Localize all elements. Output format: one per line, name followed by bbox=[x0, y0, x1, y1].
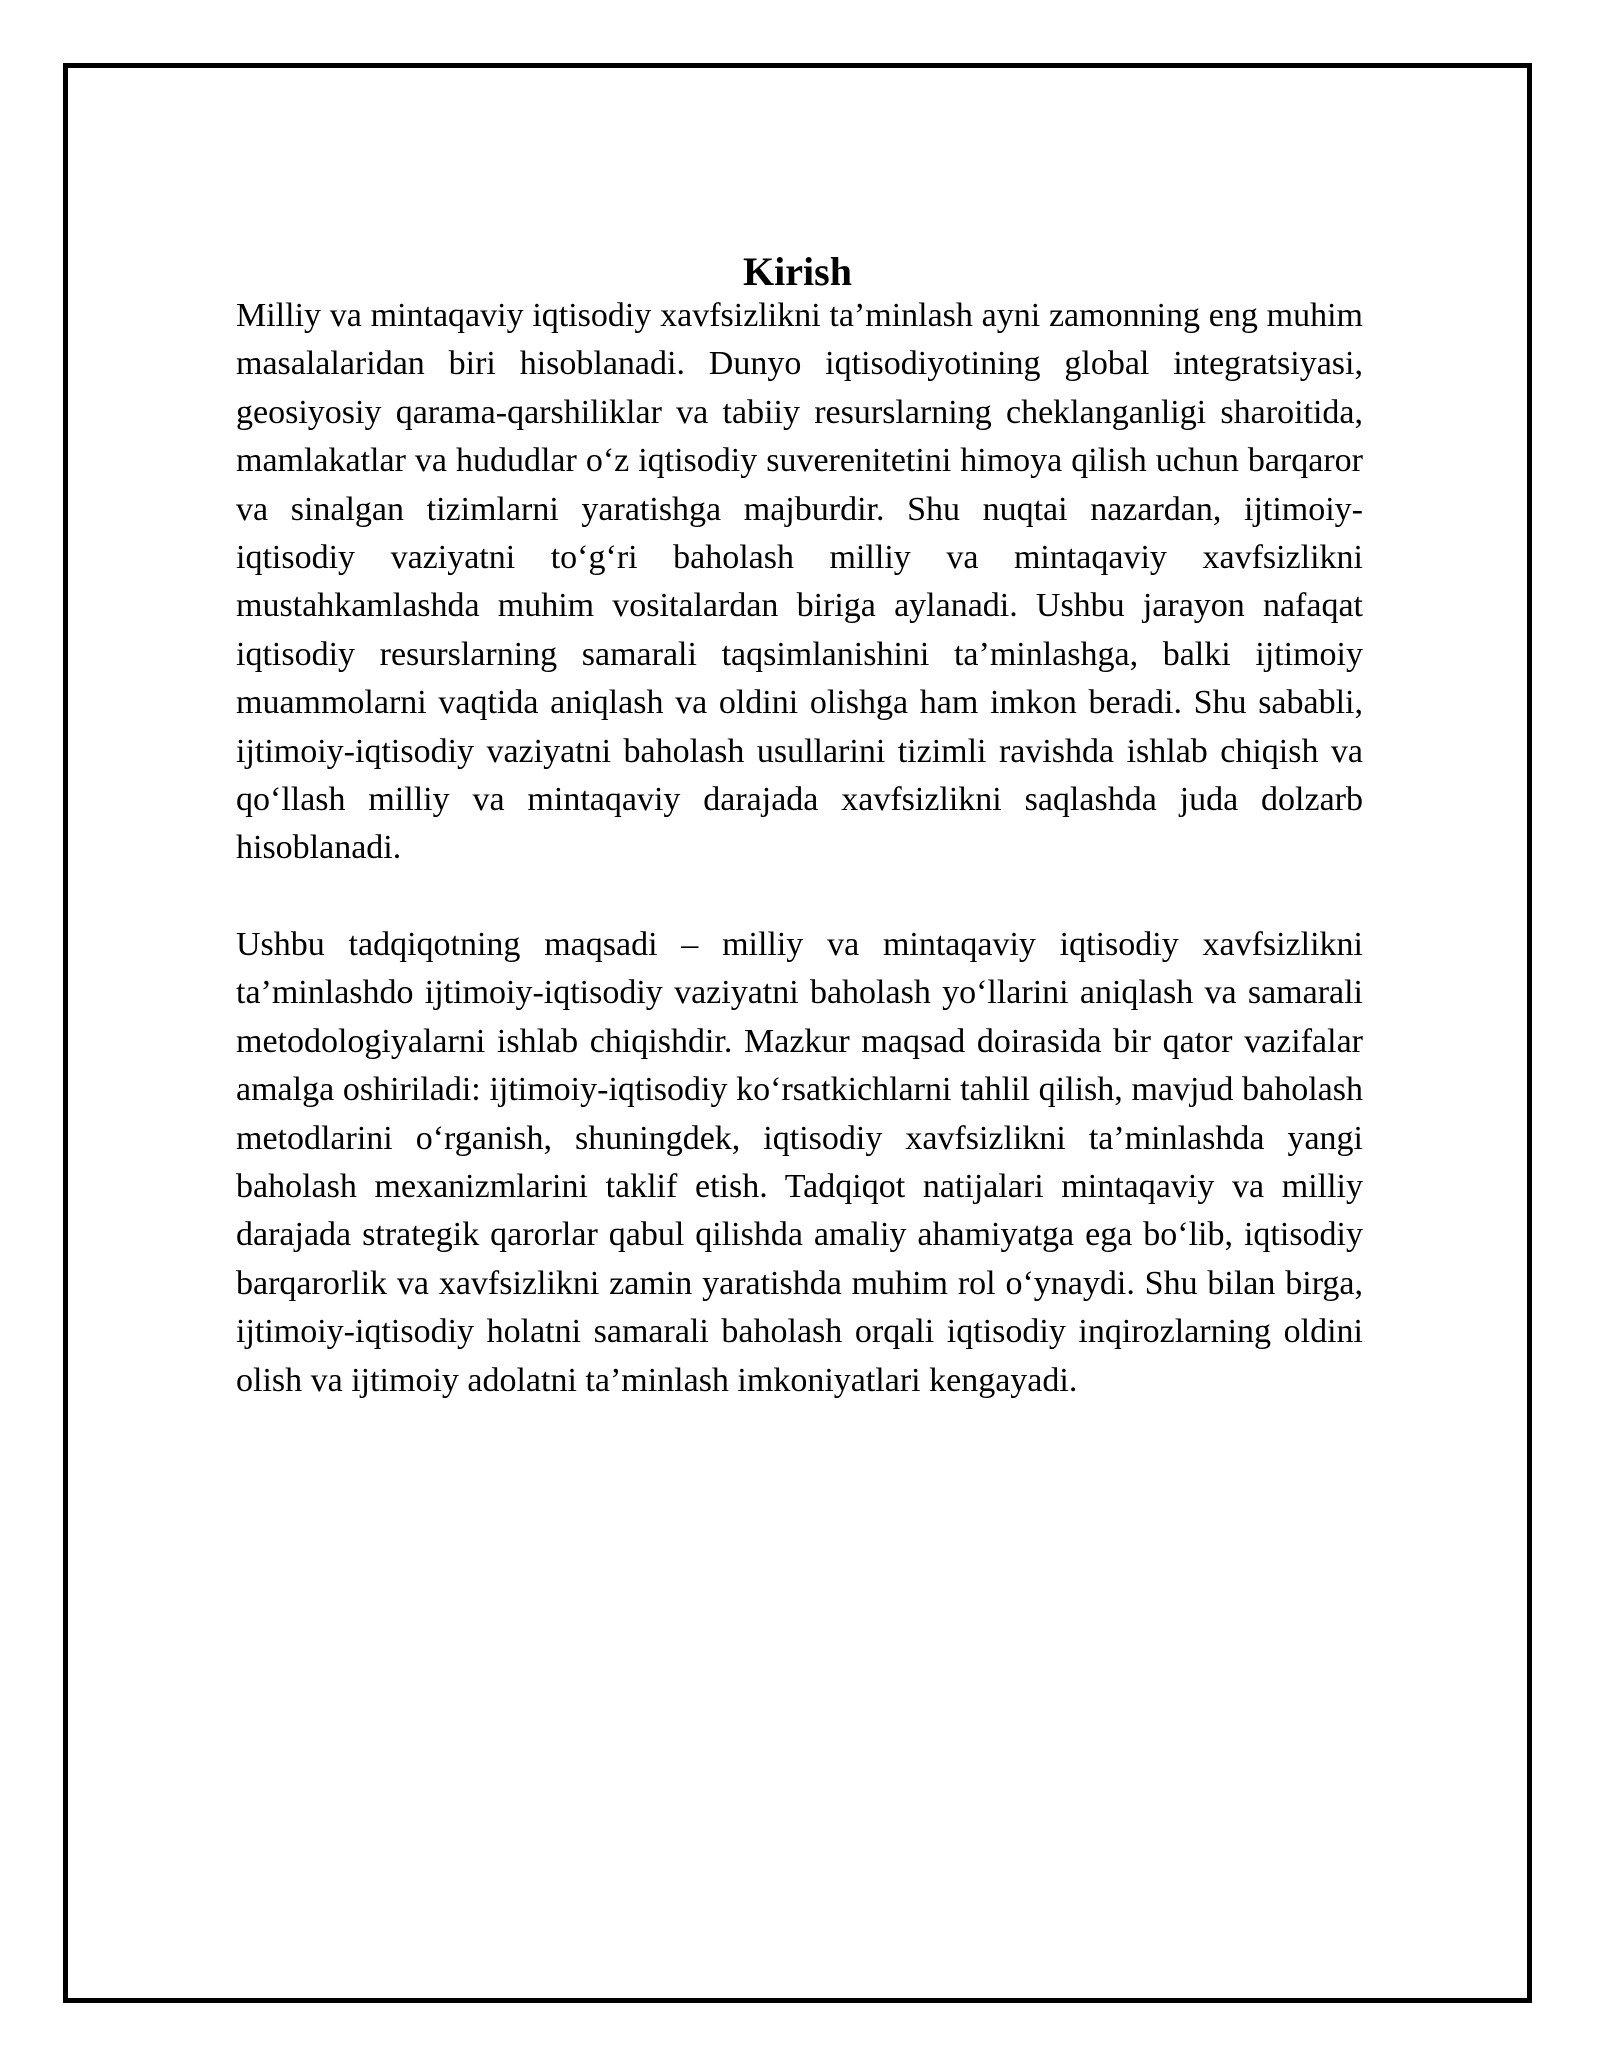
document-page bbox=[63, 63, 1532, 2003]
paragraph-1: Milliy va mintaqaviy iqtisodiy xavfsizlikni ta’minlash ayni zamonning eng muhim masalalaridan biri hisoblanadi. Dunyo iqtisodiyotining global integratsiyasi, geosiyosiy qarama-qarshiliklar va tabiiy resurslarning cheklanganligi sharoitida, mamlakatlar va hududlar o‘z iqtisodiy suverenitetini himoya qilish uchun barqaror va sinalgan tizimlarni yaratishga majburdir. Shu nuqtai nazardan, ijtimoiy-iqtisodiy vaziyatni to‘g‘ri baholash milliy va mintaqaviy xavfsizlikni mustahkamlashda muhim vositalardan biriga aylanadi. Ushbu jarayon nafaqat iqtisodiy resurslarning samarali taqsimlanishini ta’minlashga, balki ijtimoiy muammolarni vaqtida aniqlash va oldini olishga ham imkon beradi. Shu sababli, ijtimoiy-iqtisodiy vaziyatni baholash usullarini tizimli ravishda ishlab chiqish va qo‘llash milliy va mintaqaviy darajada xavfsizlikni saqlashda juda dolzarb hisoblanadi. bbox=[236, 297, 1363, 867]
paragraph-2: Ushbu tadqiqotning maqsadi – milliy va mintaqaviy iqtisodiy xavfsizlikni ta’minlashdo ijtimoiy-iqtisodiy vaziyatni baholash yo‘llarini aniqlash va samarali metodologiyalarni ishlab chiqishdir. Mazkur maqsad doirasida bir qator vazifalar amalga oshiriladi: ijtimoiy-iqtisodiy ko‘rsatkichlarni tahlil qilish, mavjud baholash metodlarini o‘rganish, shuningdek, iqtisodiy xavfsizlikni ta’minlashda yangi baholash mexanizmlarini taklif etish. Tadqiqot natijalari mintaqaviy va milliy darajada strategik qarorlar qabul qilishda amaliy ahamiyatga ega bo‘lib, iqtisodiy barqarorlik va xavfsizlikni zamin yaratishda muhim rol o‘ynaydi. Shu bilan birga, ijtimoiy-iqtisodiy holatni samarali baholash orqali iqtisodiy inqirozlarning oldini olish va ijtimoiy adolatni ta’minlash imkoniyatlari kengayadi. bbox=[236, 926, 1363, 1399]
page-title: Kirish bbox=[743, 249, 852, 294]
